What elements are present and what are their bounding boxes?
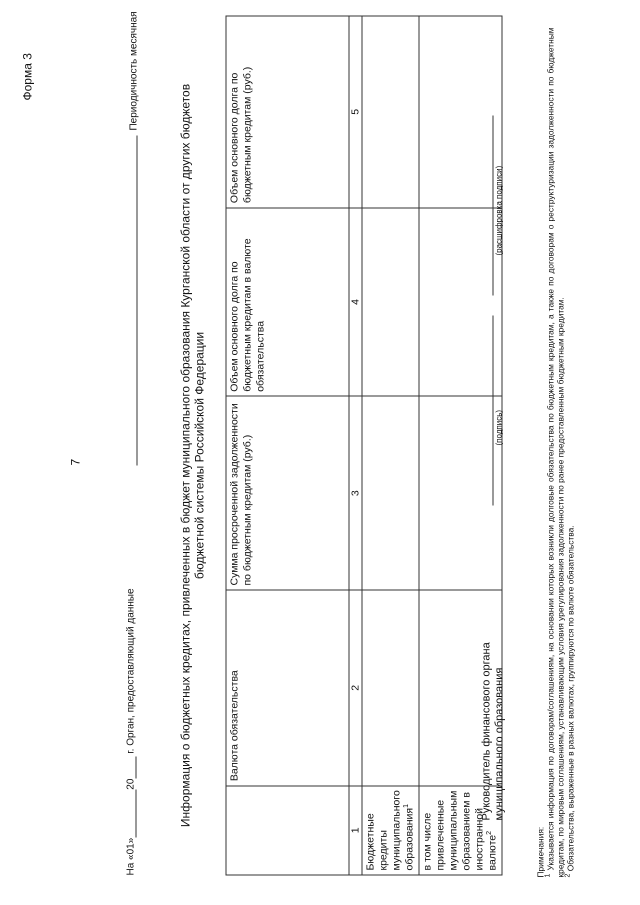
table-cell (362, 396, 419, 590)
table-header-row (226, 16, 349, 875)
header-cell (226, 785, 349, 874)
header-cell: Валюта обязательства (226, 590, 349, 786)
column-number-row (349, 16, 362, 875)
organ-name-blank (136, 135, 137, 465)
footnote-number: 2 (564, 873, 572, 877)
table-row (362, 16, 419, 875)
footnote (545, 27, 565, 877)
footnote-text: Обязательства, выраженные в разных валютах, группируются по валюте обязательства. (565, 524, 575, 874)
column-number: 5 (349, 16, 362, 208)
report-date-line (124, 588, 136, 875)
footnote-number: 1 (544, 873, 552, 877)
row-label-text: в том числе привлеченные муниципальным образованием в иностранной валюте (421, 790, 498, 870)
date-prefix: На «01» (125, 837, 136, 875)
signature-decode-caption: (расшифровка подписи) (494, 165, 503, 255)
date-suffix: г. Орган, предоставляющий данные (125, 587, 136, 754)
signature-caption: (подпись) (494, 409, 503, 445)
header-cell: Сумма просроченной задолженности по бюджетным кредитам (руб.) (226, 396, 349, 590)
signature-decode-blank (492, 115, 493, 295)
table-cell (362, 16, 419, 208)
column-number: 2 (349, 590, 362, 786)
header-cell: Объем основного долга по бюджетным кредитам в валюте обязательства (226, 207, 349, 396)
footnote-ref: 1 (402, 803, 410, 808)
column-number: 4 (349, 207, 362, 396)
budget-credits-table (225, 15, 502, 875)
document-title: Информация о бюджетных кредитах, привлеченных в бюджет муниципального образования Курганской области от других бюджетов бюджетной системы Российской Федерации (178, 83, 206, 827)
form-label: Форма 3 (20, 52, 34, 100)
column-number: 1 (349, 785, 362, 874)
footnote-text: Указывается информация по договорам/соглашениям, на основании которых возникли долговые обязательства по бюджетным кредитам, а также по договорам о реструктуризации задолженности по бюджетным кредитам, по мировым соглашениям, устанавливающим условия урегулирования задолженности по ранее предоставленным бюджетным кредитам. (545, 27, 565, 877)
period-label: Периодичность месячная (128, 10, 139, 130)
footnote (565, 27, 575, 877)
column-number: 3 (349, 396, 362, 590)
table-cell (419, 207, 502, 396)
signature-blank (492, 315, 493, 505)
header-cell: Объем основного долга по бюджетным кредитам (руб.) (226, 16, 349, 208)
notes-title: Примечания: (535, 826, 545, 877)
footnote-ref: 2 (485, 830, 493, 835)
date-year: 20 (125, 778, 136, 790)
table-cell (419, 396, 502, 590)
table-cell (419, 16, 502, 208)
footnotes (535, 27, 575, 877)
table-cell (362, 207, 419, 396)
table-cell (362, 590, 419, 786)
date-year-blank (124, 756, 136, 778)
page-number: 7 (68, 458, 82, 465)
signatory-title: Руководитель финансового органа муниципального образования (480, 641, 505, 820)
row-label-text: Бюджетные кредиты муниципального образования (364, 789, 415, 870)
date-month-blank (124, 789, 136, 837)
row-label (362, 785, 419, 874)
